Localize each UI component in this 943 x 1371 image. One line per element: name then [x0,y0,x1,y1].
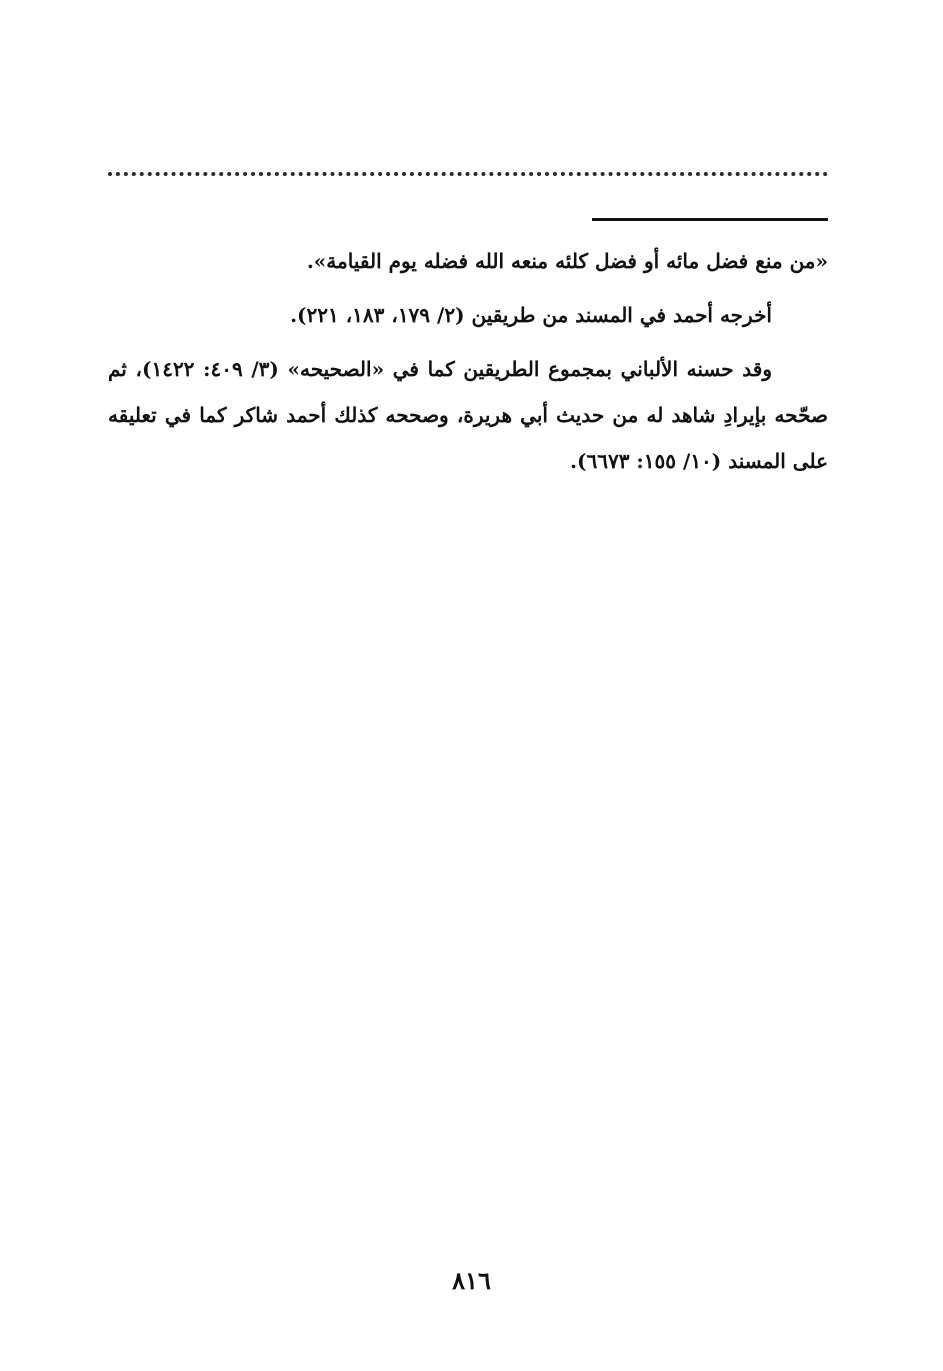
dotted-separator [108,172,828,176]
page-number: ٨١٦ [452,1266,491,1295]
footnote-grading: وقد حسنه الألباني بمجموع الطريقين كما في «الصحيحه» (٣/ ٤٠٩: ١٤٢٢)، ثم صحّحه بإيرادِ شاهد له من حديث أبي هريرة، وصححه كذلك أحمد شاكر كما في تعليقه على المسند (١٠/ ١٥٥: ٦٦٧٣). [108,357,828,473]
footnotes [108,238,828,484]
footnote-quote: «من منع فضل مائه أو فضل كلئه منعه الله فضله يوم القيامة». [306,249,828,273]
footnote-source: أخرجه أحمد في المسند من طريقين (٢/ ١٧٩، ١٨٣، ٢٢١). [290,303,772,327]
footnote-rule [592,218,828,221]
